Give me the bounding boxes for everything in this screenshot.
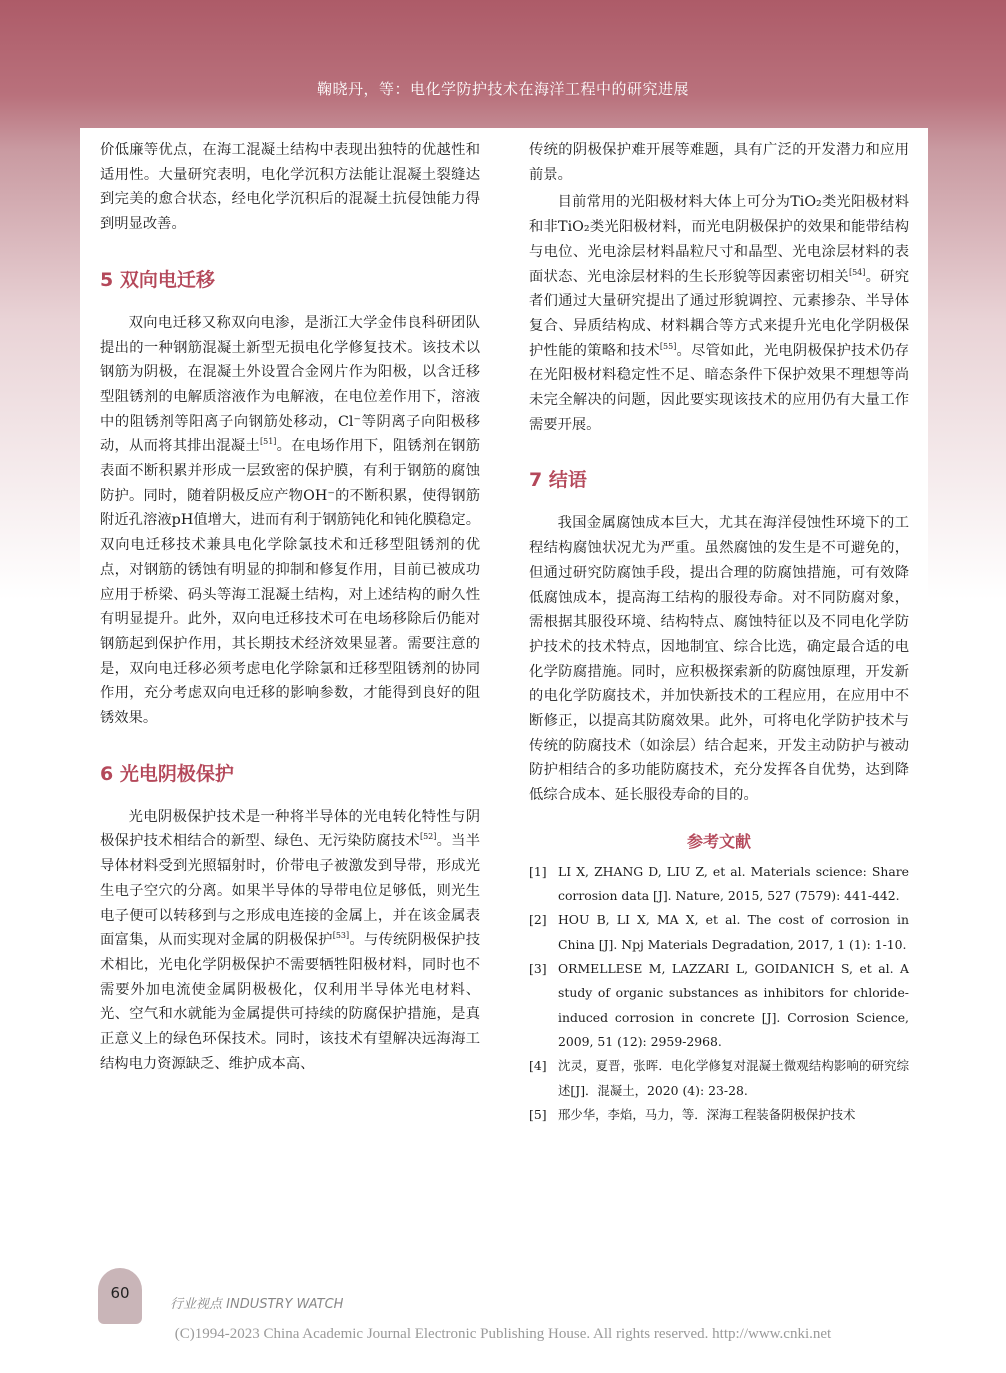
section-6-text-2: 。当半导体材料受到光照辐射时，价带电子被激发到导带，形成光生电子空穴的分离。如果半导体的导带电位足够低，则光生电子便可以转移到与之形成电连接的金属上，并在该金属表面富集，从而实现对金属的阴极保护 [100,833,481,949]
reference-text: ORMELLESE M, LAZZARI L, GOIDANICH S, et al. A study of organic substances as inhibitors for chloride-induced corrosion in concrete [J]. Corrosion Science, 2009, 51 (12): 2959-2968. [558,961,909,1049]
left-column [100,138,480,1077]
section-6-paragraph-2 [529,190,909,437]
reference-list [529,860,909,1127]
reference-text: LI X, ZHANG D, LIU Z, et al. Materials science: Share corrosion data [J]. Nature, 2015, 527 (7579): 441-442. [558,863,909,904]
reference-number: [1] [529,863,547,879]
page-number: 60 [110,1284,130,1302]
references-heading: 参考文献 [686,831,751,851]
section-5-heading: 5 双向电迁移 [100,268,215,291]
section-6-text-1: 光电阴极保护技术是一种将半导体的光电转化特性与阴极保护技术相结合的新型、绿色、无污染防腐技术 [100,808,480,850]
section-6-text-3: 。与传统阴极保护技术相比，光电化学阴极保护不需要牺牲阳极材料，同时也不需要外加电流使金属阴极极化，仅利用半导体光电材料、光、空气和水就能为金属提供可持续的防腐保护措施，是真正意义上的绿色环保技术。同时，该技术有望解决远海海工结构电力资源缺乏、维护成本高、 [100,932,481,1072]
copyright-notice: (C)1994-2023 China Academic Journal Electronic Publishing House. All rights reserved. http://www.cnki.net [174,1326,832,1342]
reference-item [529,860,909,909]
reference-number: [4] [529,1058,547,1074]
reference-number: [2] [529,912,547,928]
section-6-text-5: 。研究者们通过大量研究提出了通过形貌调控、元素掺杂、半导体复合、异质结构成、材料耦合等方式来提升光电化学阴极保护性能的策略和技术 [529,268,910,359]
reference-item [529,1103,909,1127]
citation-52: [52] [419,832,437,842]
section-label: 行业视点 INDUSTRY WATCH [170,1297,344,1312]
section-6-paragraph [100,805,480,1077]
running-header-title: 鞠晓丹，等：电化学防护技术在海洋工程中的研究进展 [316,80,689,98]
citation-55: [55] [659,341,677,351]
reference-item [529,1054,909,1103]
section-6-heading: 6 光电阴极保护 [100,762,234,785]
section-5-text-2: 。在电场作用下，阻锈剂在钢筋表面不断积累并形成一层致密的保护膜，有利于钢筋的腐蚀防护。同时，随着阴极反应产物OH⁻的不断积累，使得钢筋附近孔溶液pH值增大，进而有利于钢筋钝化和钝化膜稳定。双向电迁移技术兼具电化学除氯技术和迁移型阻锈剂的优点，对钢筋的锈蚀有明显的抑制和修复作用，目前已被成功应用于桥梁、码头等海工混凝土结构，对上述结构的耐久性有明显提升。此外，双向电迁移技术可在电场移除后仍能对钢筋起到保护作用，其长期技术经济效果显著。需要注意的是，双向电迁移必须考虑电化学除氯和迁移型阻锈剂的协同作用，充分考虑双向电迁移的影响参数，才能得到良好的阻锈效果。 [100,438,481,727]
section-7-heading: 7 结语 [529,469,587,492]
citation-51: [51] [259,437,277,447]
section-7-paragraph: 我国金属腐蚀成本巨大，尤其在海洋侵蚀性环境下的工程结构腐蚀状况尤为严重。虽然腐蚀的发生是不可避免的，但通过研究防腐蚀手段，提出合理的防腐蚀措施，可有效降低腐蚀成本，提高海工结构的服役寿命。对不同防腐对象，需根据其服役环境、结构特点、腐蚀特征以及不同电化学防护技术的技术特点，因地制宜、综合比选，确定最合适的电化学防腐措施。同时，应积极探索新的防腐蚀原理，开发新的电化学防腐技术，并加快新技术的工程应用，在应用中不断修正，以提高其防腐效果。此外，可将电化学防护技术与传统的防腐技术（如涂层）结合起来，开发主动防护与被动防护相结合的多功能防腐技术，充分发挥各自优势，达到降低综合成本、延长服役寿命的目的。 [529,515,909,804]
continued-paragraph: 传统的阴极保护难开展等难题，具有广泛的开发潜力和应用前景。 [529,142,909,183]
reference-number: [3] [529,961,547,977]
reference-item [529,908,909,957]
citation-54: [54] [848,267,866,277]
paper-page [80,128,928,1290]
citation-53: [53] [332,931,350,941]
section-5-text-1: 双向电迁移又称双向电渗，是浙江大学金伟良科研团队提出的一种钢筋混凝土新型无损电化学修复技术。该技术以钢筋为阴极，在混凝土外设置合金网片作为阳极，以含迁移型阻锈剂的电解质溶液作为电解液，在电位差作用下，溶液中的阻锈剂等阳离子向钢筋处移动，Cl⁻等阴离子向阳极移动，从而将其排出混凝土 [100,314,480,455]
right-column [529,138,909,1127]
intro-paragraph: 价低廉等优点，在海工混凝土结构中表现出独特的优越性和适用性。大量研究表明，电化学沉积方法能让混凝土裂缝达到完美的愈合状态，经电化学沉积后的混凝土抗侵蚀能力得到明显改善。 [100,142,480,233]
section-6-text-4: 目前常用的光阳极材料大体上可分为TiO₂类光阳极材料和非TiO₂类光阳极材料，而光电阴极保护的效果和能带结构与电位、光电涂层材料晶粒尺寸和晶型、光电涂层材料的表面状态、光电涂层材料的生长形貌等因素密切相关 [529,194,909,285]
reference-text: HOU B, LI X, MA X, et al. The cost of corrosion in China [J]. Npj Materials Degradation, 2017, 1 (1): 1-10. [558,912,909,952]
reference-number: [5] [529,1106,547,1122]
reference-text: 邢少华，李焰，马力，等．深海工程装备阴极保护技术 [558,1106,856,1122]
section-6-text-6: 。尽管如此，光电阴极保护技术仍存在光阳极材料稳定性不足、暗态条件下保护效果不理想等尚未完全解决的问题，因此要实现该技术的应用仍有大量工作需要开展。 [529,342,910,433]
reference-item [529,957,909,1054]
section-5-paragraph [100,311,480,731]
reference-text: 沈灵，夏晋，张晖．电化学修复对混凝土微观结构影响的研究综述[J]．混凝土，2020 (4): 23-28. [558,1058,909,1098]
